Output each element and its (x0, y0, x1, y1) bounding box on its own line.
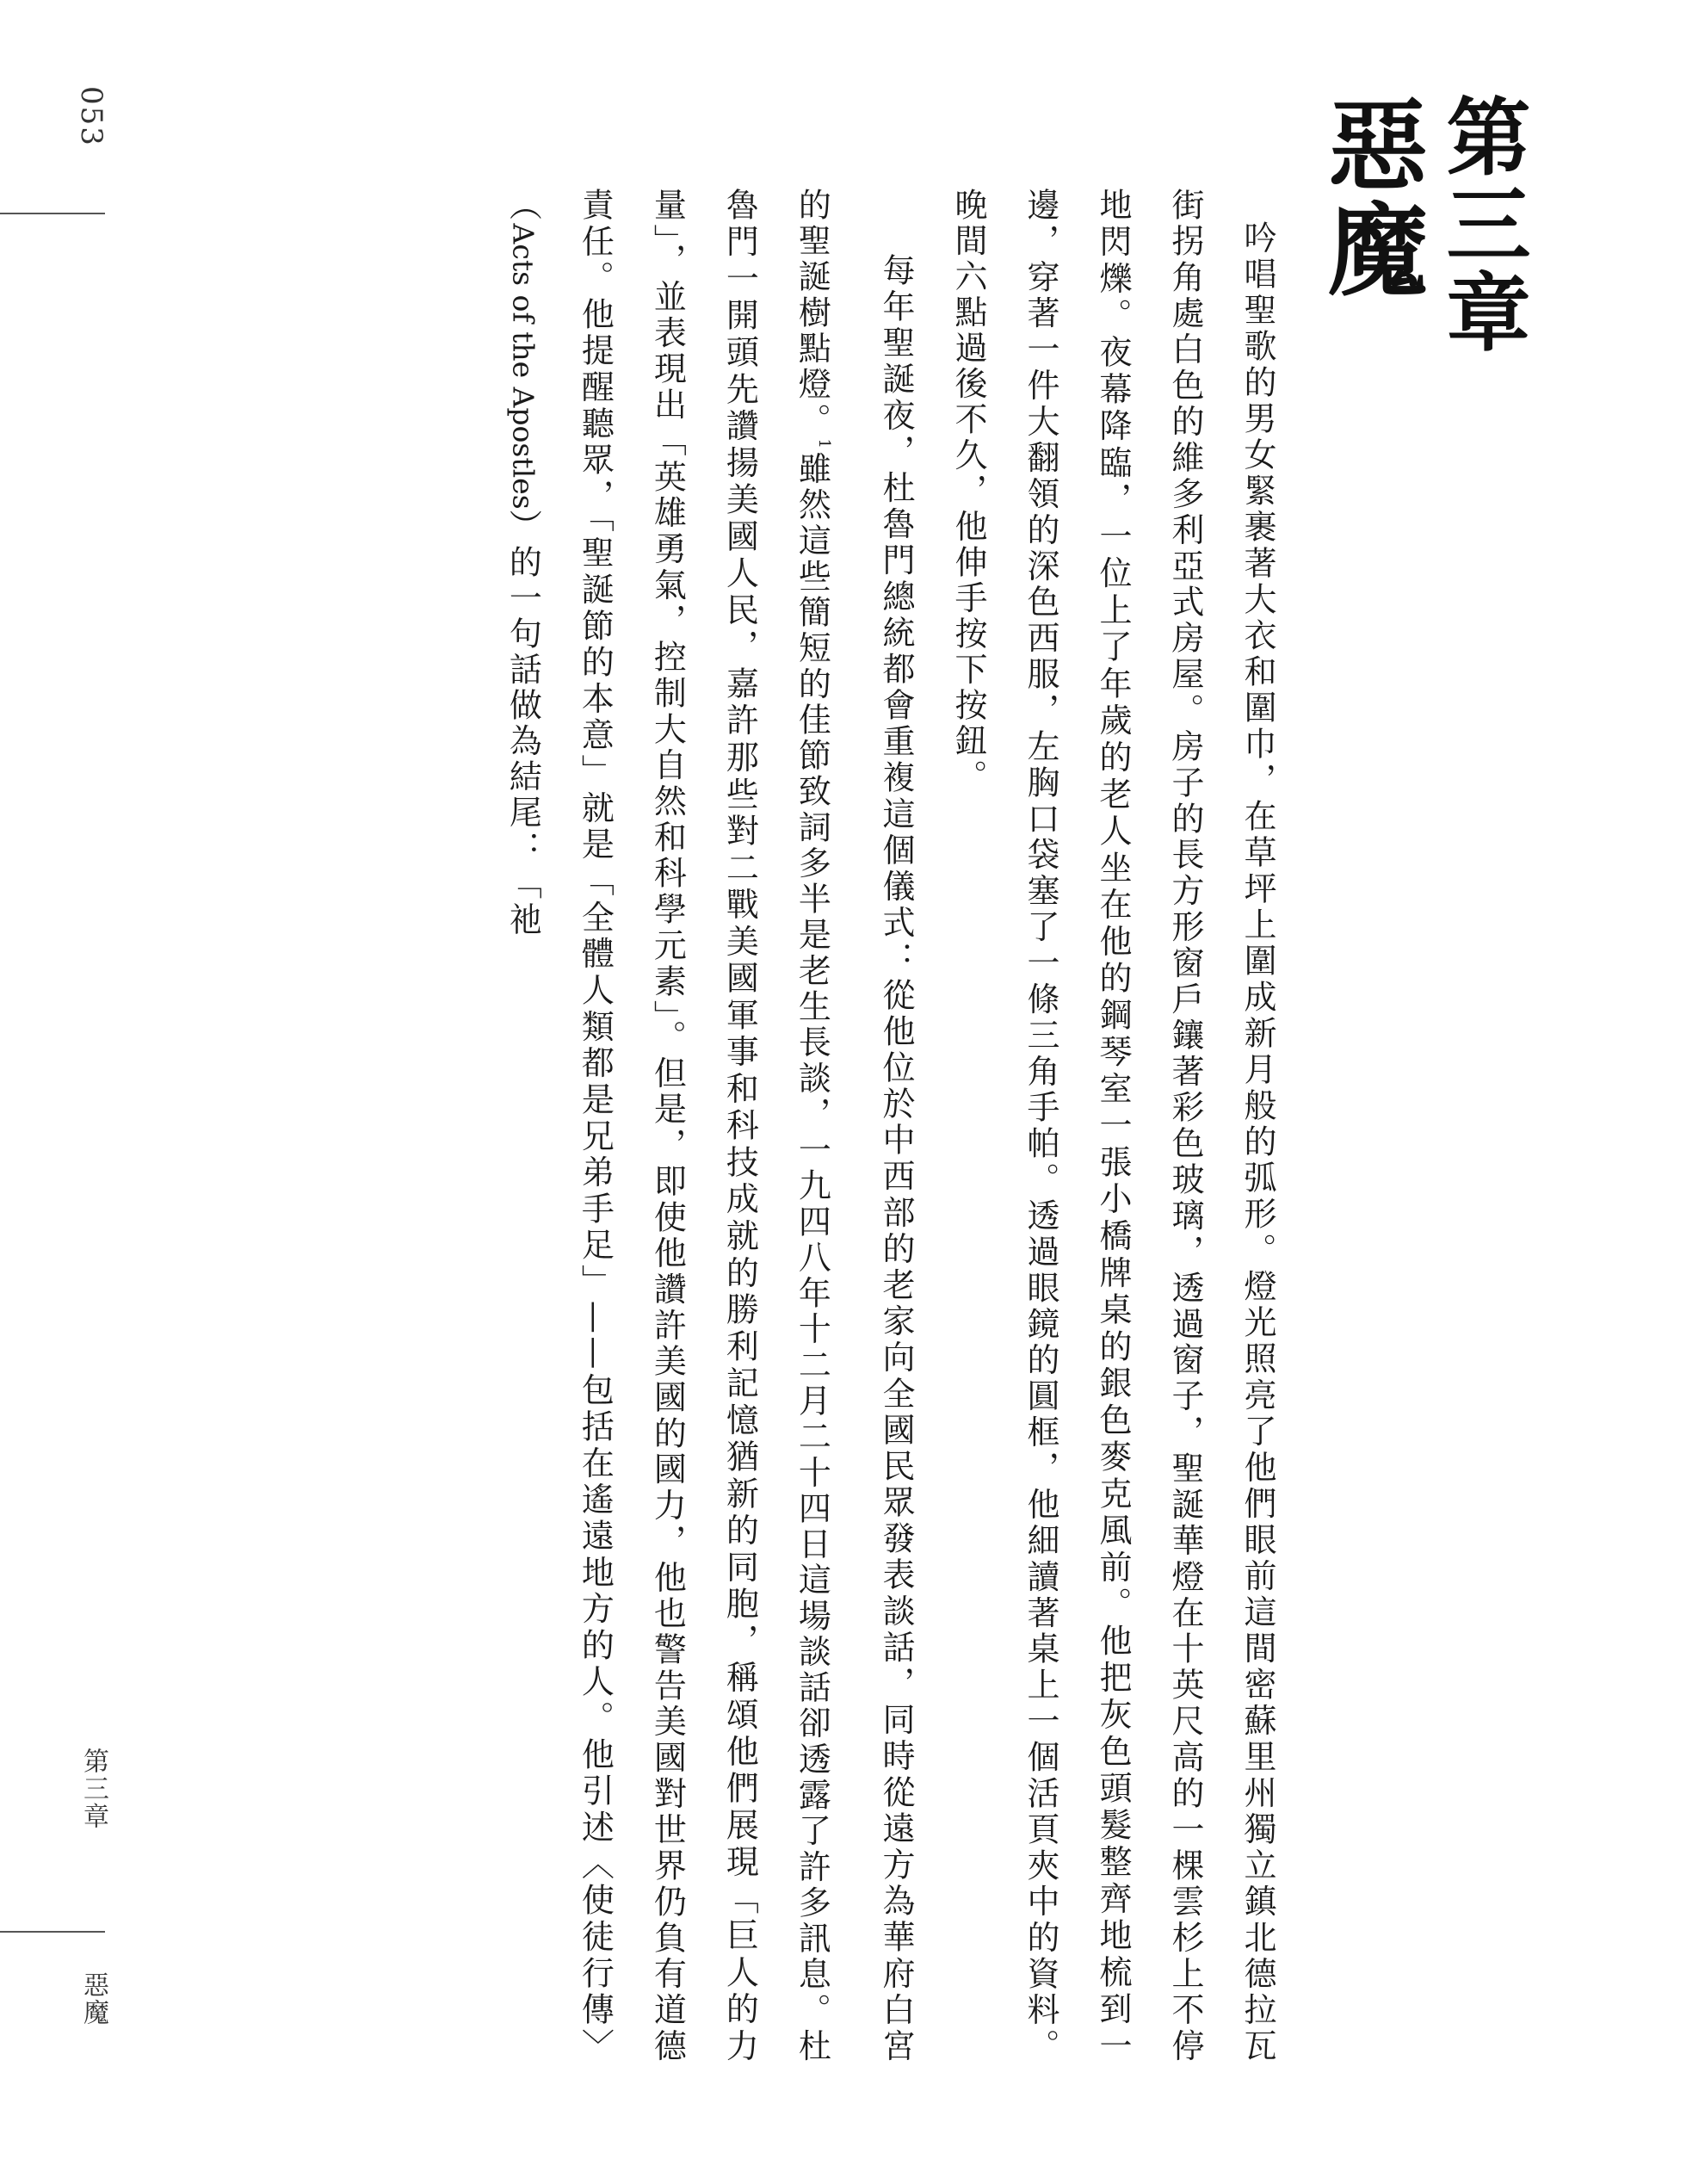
paragraph-2-part-b: 雖然這些簡短的佳節致詞多半是老生長談，一九四八年十二月二十四日這場談話卻透露了許多訊息。杜魯門一開頭先讚揚美國人民，嘉許那些對二戰美國軍事和科技成就的勝利記憶猶新的同胞，稱頌他們展現「巨人的力量」，並表現出「英雄勇氣，控制大自然和科學元素」。但是，即使他讚許美國的國力，他也警告美國對世界仍負有道德責任。他提醒聽眾，「聖誕節的本意」就是「全體人類都是兄弟手足」——包括在遙遠地方的人。他引述〈使徒行傳〉（ (503, 188, 831, 2064)
running-head-title: 惡魔 (78, 1971, 108, 2026)
paragraph-2-part-a: 每年聖誕夜，杜魯門總統都會重複這個儀式：從他位於中西部的老家向全國民眾發表談話，同時從遠方為華府白宮的聖誕樹點燈。 (793, 188, 915, 2064)
running-head-chapter: 第三章 (78, 1748, 108, 1830)
body-text (226, 188, 1294, 2064)
chapter-label: 第三章 (1432, 93, 1531, 356)
paragraph-1: 吟唱聖歌的男女緊裹著大衣和圍巾，在草坪上圍成新月般的弧形。燈光照亮了他們眼前這間密蘇里州獨立鎮北德拉瓦街拐角處白色的維多利亞式房屋。房子的長方形窗戶鑲著彩色玻璃，透過窗子，聖誕華燈在十英尺高的一棵雲杉上不停地閃爍。夜幕降臨，一位上了年歲的老人坐在他的鋼琴室一張小橋牌桌的銀色麥克風前。他把灰色頭髮整齊地梳到一邊，穿著一件大翻領的深色西服，左胸口袋塞了一條三角手帕。透過眼鏡的圓框，他細讀著桌上一個活頁夾中的資料。晚間六點過後不久，他伸手按下按鈕。 (949, 188, 1276, 2064)
margin-rule-bottom (0, 1931, 105, 1933)
margin-rule-top (0, 213, 105, 214)
page-number: 053 (74, 86, 108, 147)
paragraph-2-part-c: ）的一句話做為結尾：「祂 (503, 509, 542, 938)
latin-title: Acts of the Apostles (506, 223, 541, 510)
chapter-heading (1308, 93, 1533, 356)
footnote-ref: 1 (815, 438, 833, 452)
paragraph-2 (486, 188, 932, 2064)
chapter-title: 惡魔 (1311, 93, 1429, 303)
